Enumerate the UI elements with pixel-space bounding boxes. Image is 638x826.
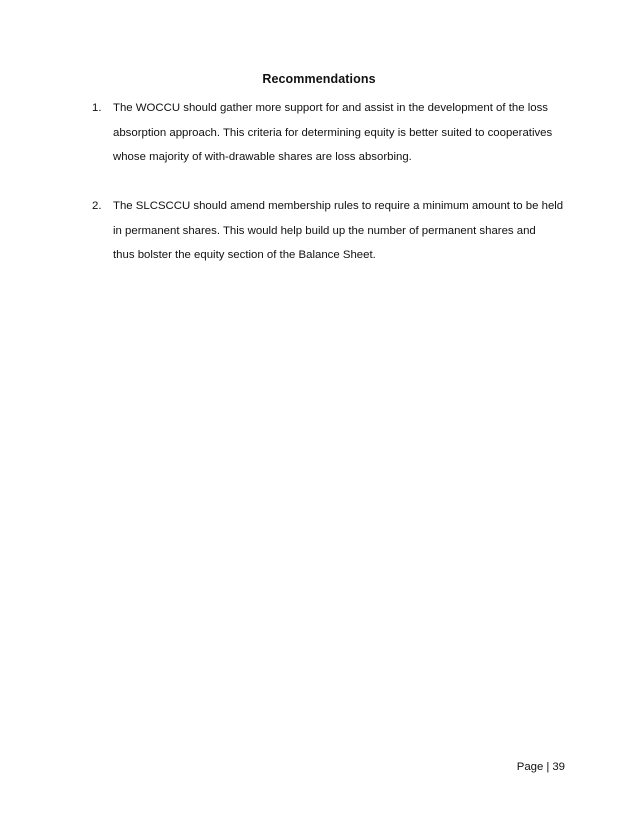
list-item [92, 194, 572, 268]
page-separator: | [546, 761, 550, 773]
page-number: 39 [552, 761, 565, 773]
list-item-text: The WOCCU should gather more support for and assist in the development of the loss absorption approach. This criteria for determining equity is better suited to cooperatives whose majority of with-drawable shares are loss absorbing. [113, 102, 553, 163]
list-item-number: 1. [92, 102, 102, 114]
list-item-number: 2. [92, 200, 102, 212]
list-item-text: The SLCSCCU should amend membership rules to require a minimum amount to be held in permanent shares. This would help build up the number of permanent shares and thus bolster the equity section of the Balance Sheet. [113, 200, 564, 261]
section-heading: Recommendations [262, 72, 376, 86]
recommendations-list [92, 96, 572, 292]
page-label: Page [516, 761, 544, 773]
page-footer [517, 761, 565, 773]
list-item [92, 96, 572, 170]
